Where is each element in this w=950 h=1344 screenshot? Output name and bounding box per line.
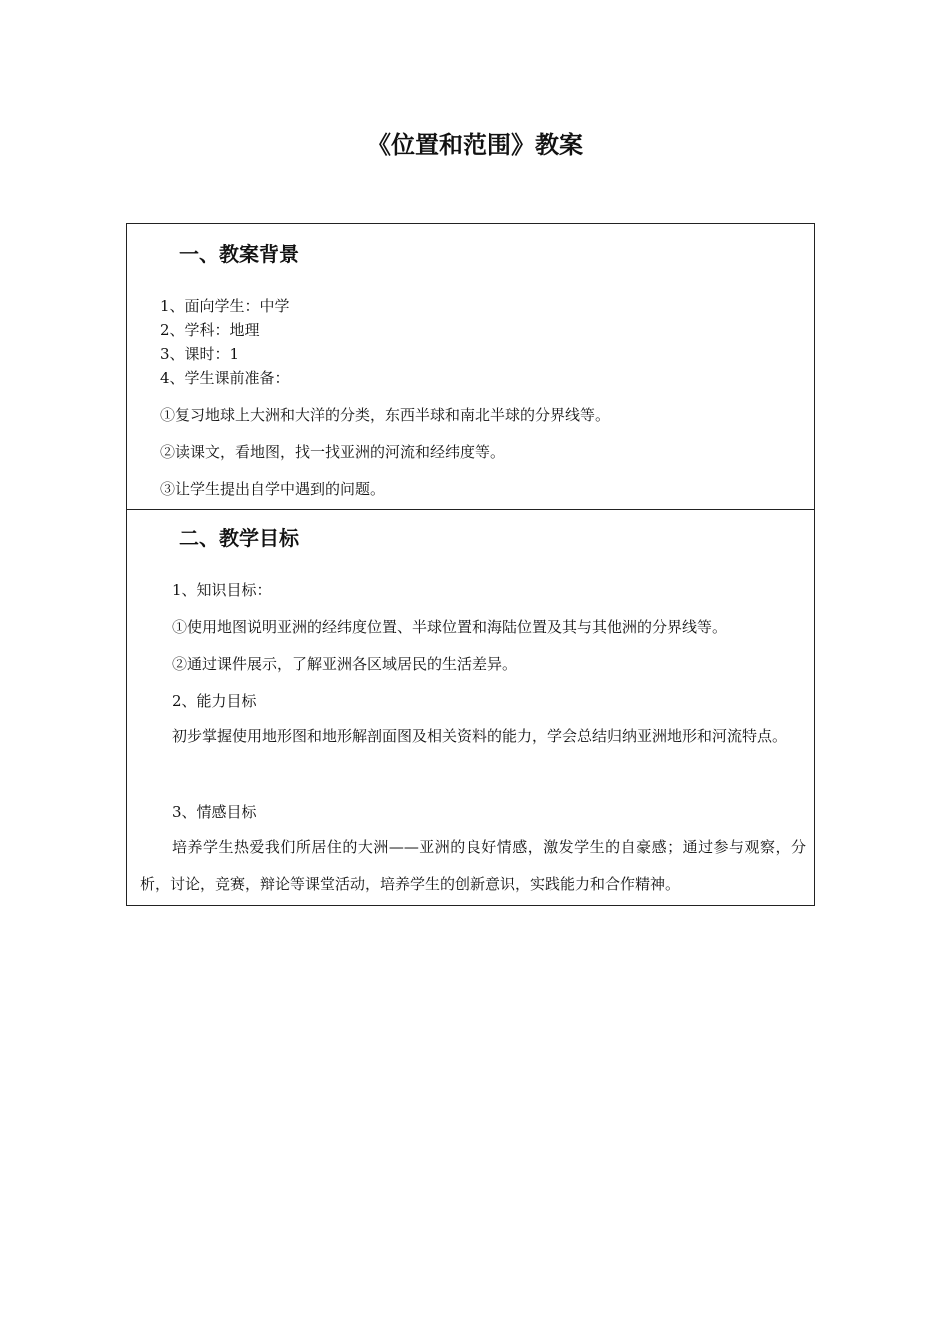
prep-item-2: ②读课文，看地图，找一找亚洲的河流和经纬度等。 (160, 443, 506, 461)
lesson-plan-table (126, 223, 815, 906)
emotion-objective-label: 3、情感目标 (172, 803, 257, 821)
prep-item-1: ①复习地球上大洲和大洋的分类，东西半球和南北半球的分界线等。 (160, 406, 611, 424)
page-title: 《位置和范围》教案 (367, 131, 583, 159)
section-heading-background: 一、教案背景 (179, 242, 299, 266)
ability-objective-text: 初步掌握使用地形图和地形解剖面图及相关资料的能力，学会总结归纳亚洲地形和河流特点。 (172, 727, 788, 745)
ability-objective-label: 2、能力目标 (172, 692, 257, 710)
background-item-preparation: 4、学生课前准备： (160, 369, 290, 387)
knowledge-objective-label: 1、知识目标： (172, 581, 272, 599)
background-item-students: 1、面向学生：中学 (160, 297, 290, 315)
knowledge-objective-item-1: ①使用地图说明亚洲的经纬度位置、半球位置和海陆位置及其与其他洲的分界线等。 (172, 618, 728, 636)
section-background (127, 224, 814, 510)
background-item-subject: 2、学科：地理 (160, 321, 260, 339)
knowledge-objective-item-2: ②通过课件展示，了解亚洲各区域居民的生活差异。 (172, 655, 518, 673)
prep-item-3: ③让学生提出自学中遇到的问题。 (160, 480, 386, 498)
section-heading-objectives: 二、教学目标 (179, 526, 299, 550)
emotion-objective-text: 培养学生热爱我们所居住的大洲——亚洲的良好情感，激发学生的自豪感；通过参与观察，分析，讨论，竞赛，辩论等课堂活动，培养学生的创新意识，实践能力和合作精神。 (140, 838, 806, 893)
background-item-hours: 3、课时：1 (160, 345, 240, 363)
section-objectives (127, 510, 814, 905)
